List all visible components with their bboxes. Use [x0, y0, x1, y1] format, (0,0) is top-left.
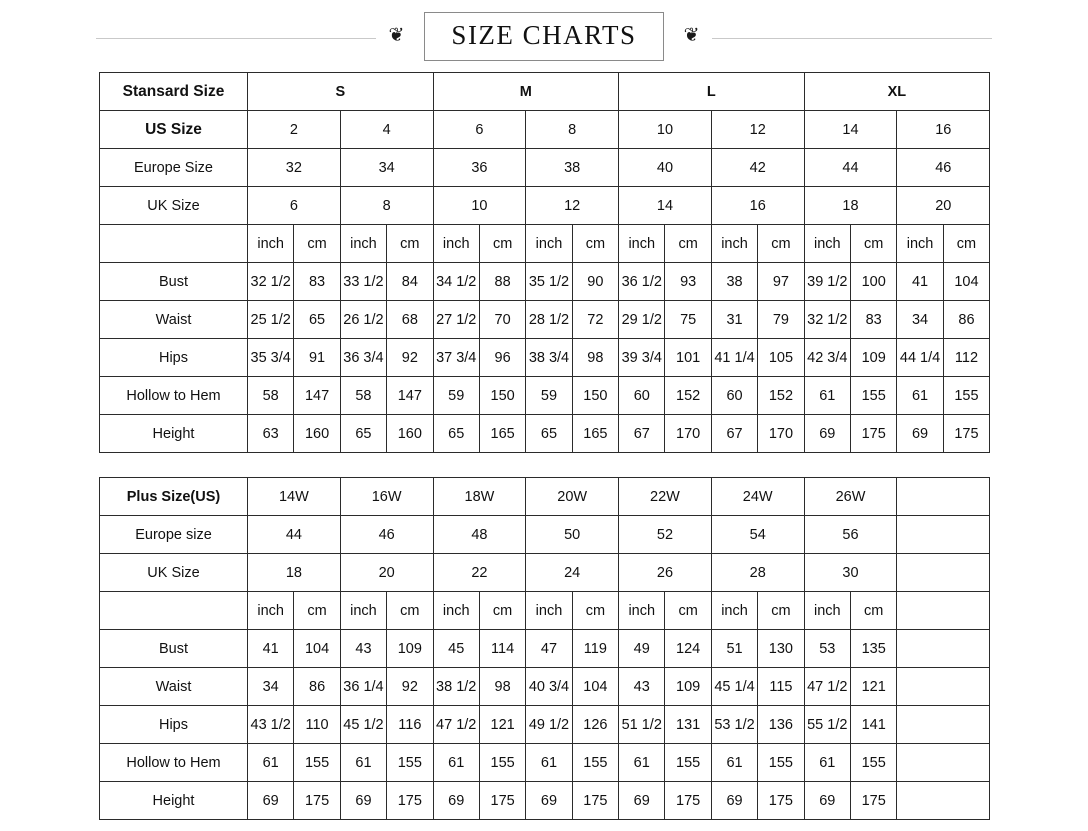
table-cell: 104 [294, 630, 340, 668]
table-cell: 34 [340, 149, 433, 187]
table-cell: 45 1/2 [340, 706, 386, 744]
unit-cell: inch [711, 225, 757, 263]
table-row [100, 377, 990, 415]
table-cell: 6 [248, 187, 341, 225]
unit-cell: cm [665, 225, 711, 263]
table-cell: 155 [294, 744, 340, 782]
table-cell: 69 [619, 782, 665, 820]
table-cell: 104 [572, 668, 618, 706]
table-cell: 65 [433, 415, 479, 453]
table-cell: 47 [526, 630, 572, 668]
unit-cell: inch [526, 592, 572, 630]
row-label-uk-size: UK Size [100, 187, 248, 225]
size-group-L: L [619, 73, 805, 111]
table-cell: 44 [804, 149, 897, 187]
table-cell: 55 1/2 [804, 706, 850, 744]
unit-cell: cm [387, 592, 433, 630]
table-cell: 40 [619, 149, 712, 187]
table-cell: 46 [897, 149, 990, 187]
table-cell: 61 [804, 744, 850, 782]
table-cell: 91 [294, 339, 340, 377]
unit-cell: cm [851, 225, 897, 263]
table-cell: 175 [479, 782, 525, 820]
table-cell: 175 [572, 782, 618, 820]
unit-cell: inch [248, 225, 294, 263]
plus-size-chart-wrap [0, 477, 1088, 820]
table-cell: 49 1/2 [526, 706, 572, 744]
row-label-hollow-to-hem: Hollow to Hem [100, 744, 248, 782]
table-cell: 47 1/2 [433, 706, 479, 744]
table-cell: 83 [851, 301, 897, 339]
table-cell: 65 [526, 415, 572, 453]
plus-size-24W: 24W [711, 478, 804, 516]
table-cell: 61 [433, 744, 479, 782]
table-row [100, 73, 990, 111]
header-rule-left [96, 38, 376, 39]
table-cell: 155 [479, 744, 525, 782]
table-row [100, 706, 990, 744]
table-cell: 136 [758, 706, 804, 744]
plus-size-18W: 18W [433, 478, 526, 516]
size-group-XL: XL [804, 73, 990, 111]
unit-row-blank [100, 592, 248, 630]
table-cell: 14 [619, 187, 712, 225]
unit-cell: inch [897, 225, 943, 263]
table-cell: 92 [387, 339, 433, 377]
table-cell: 49 [619, 630, 665, 668]
page-title: SIZE CHARTS [451, 19, 637, 50]
table-cell: 52 [619, 516, 712, 554]
table-row [100, 516, 990, 554]
table-cell: 83 [294, 263, 340, 301]
table-cell: 165 [572, 415, 618, 453]
table-cell: 33 1/2 [340, 263, 386, 301]
table-cell: 67 [711, 415, 757, 453]
table-row [100, 339, 990, 377]
unit-cell: inch [619, 592, 665, 630]
table-cell: 165 [479, 415, 525, 453]
table-cell: 39 3/4 [619, 339, 665, 377]
row-label-hips: Hips [100, 339, 248, 377]
table-cell: 41 [248, 630, 294, 668]
table-cell: 43 [619, 668, 665, 706]
table-cell: 14 [804, 111, 897, 149]
table-row [100, 478, 990, 516]
table-cell: 175 [758, 782, 804, 820]
plus-size-20W: 20W [526, 478, 619, 516]
table-cell: 110 [294, 706, 340, 744]
table-cell: 65 [294, 301, 340, 339]
header-rule-right [712, 38, 992, 39]
page-title-box [424, 12, 663, 61]
table-cell: 58 [340, 377, 386, 415]
table-cell: 155 [851, 377, 897, 415]
table-cell: 70 [479, 301, 525, 339]
table-cell: 10 [433, 187, 526, 225]
table-cell: 147 [294, 377, 340, 415]
table-cell: 130 [758, 630, 804, 668]
plus-size-14W: 14W [248, 478, 341, 516]
unit-cell: cm [758, 592, 804, 630]
unit-cell: inch [433, 592, 479, 630]
plus-tail-blank [897, 630, 990, 668]
table-cell: 45 [433, 630, 479, 668]
unit-cell: cm [479, 592, 525, 630]
table-cell: 98 [572, 339, 618, 377]
table-cell: 175 [850, 782, 896, 820]
table-cell: 45 1/4 [711, 668, 757, 706]
table-cell: 175 [665, 782, 711, 820]
table-cell: 38 [526, 149, 619, 187]
table-cell: 47 1/2 [804, 668, 850, 706]
table-cell: 53 [804, 630, 850, 668]
table-cell: 2 [248, 111, 341, 149]
table-cell: 69 [433, 782, 479, 820]
table-cell: 46 [340, 516, 433, 554]
table-cell: 30 [804, 554, 897, 592]
standard-corner-label: Stansard Size [100, 73, 248, 111]
table-cell: 124 [665, 630, 711, 668]
table-cell: 16 [897, 111, 990, 149]
table-cell: 135 [850, 630, 896, 668]
table-cell: 54 [711, 516, 804, 554]
table-cell: 44 [248, 516, 341, 554]
unit-cell: cm [294, 592, 340, 630]
table-cell: 155 [943, 377, 989, 415]
table-cell: 35 1/2 [526, 263, 572, 301]
ornament-left-icon: ❦ [388, 24, 405, 46]
table-cell: 69 [526, 782, 572, 820]
plus-tail-blank [897, 478, 990, 516]
table-cell: 69 [897, 415, 943, 453]
table-cell: 20 [897, 187, 990, 225]
table-cell: 152 [758, 377, 804, 415]
table-cell: 41 [897, 263, 943, 301]
table-row [100, 744, 990, 782]
table-cell: 16 [711, 187, 804, 225]
table-cell: 109 [665, 668, 711, 706]
table-cell: 147 [387, 377, 433, 415]
row-label-height: Height [100, 415, 248, 453]
table-cell: 8 [340, 187, 433, 225]
row-label-uk-size: UK Size [100, 554, 248, 592]
table-cell: 60 [619, 377, 665, 415]
table-cell: 84 [387, 263, 433, 301]
row-label-europe-size: Europe size [100, 516, 248, 554]
plus-tail-blank [897, 744, 990, 782]
table-cell: 24 [526, 554, 619, 592]
table-cell: 155 [665, 744, 711, 782]
table-cell: 90 [572, 263, 618, 301]
table-cell: 170 [665, 415, 711, 453]
table-cell: 155 [572, 744, 618, 782]
unit-cell: inch [804, 592, 850, 630]
table-cell: 69 [804, 782, 850, 820]
table-cell: 25 1/2 [248, 301, 294, 339]
table-cell: 104 [943, 263, 989, 301]
unit-cell: cm [665, 592, 711, 630]
unit-cell: cm [572, 225, 618, 263]
table-cell: 121 [479, 706, 525, 744]
table-cell: 28 1/2 [526, 301, 572, 339]
table-cell: 36 3/4 [340, 339, 386, 377]
table-cell: 72 [572, 301, 618, 339]
table-cell: 27 1/2 [433, 301, 479, 339]
table-cell: 51 1/2 [619, 706, 665, 744]
table-cell: 22 [433, 554, 526, 592]
table-cell: 29 1/2 [619, 301, 665, 339]
table-cell: 35 3/4 [248, 339, 294, 377]
plus-size-22W: 22W [619, 478, 712, 516]
table-cell: 155 [387, 744, 433, 782]
table-cell: 61 [340, 744, 386, 782]
table-cell: 115 [758, 668, 804, 706]
table-cell: 31 [711, 301, 757, 339]
table-row [100, 301, 990, 339]
plus-size-16W: 16W [340, 478, 433, 516]
plus-size-table [99, 477, 990, 820]
table-cell: 86 [294, 668, 340, 706]
table-cell: 42 3/4 [804, 339, 850, 377]
table-cell: 61 [248, 744, 294, 782]
unit-cell: inch [248, 592, 294, 630]
table-cell: 28 [711, 554, 804, 592]
plus-tail-blank [897, 516, 990, 554]
page-header [0, 0, 1088, 72]
table-cell: 105 [758, 339, 804, 377]
table-cell: 114 [479, 630, 525, 668]
table-cell: 152 [665, 377, 711, 415]
table-cell: 26 [619, 554, 712, 592]
row-label-waist: Waist [100, 301, 248, 339]
standard-size-chart-wrap [0, 72, 1088, 453]
table-cell: 88 [479, 263, 525, 301]
row-label-bust: Bust [100, 630, 248, 668]
table-cell: 98 [479, 668, 525, 706]
table-cell: 69 [248, 782, 294, 820]
table-cell: 126 [572, 706, 618, 744]
standard-size-table [99, 72, 990, 453]
unit-cell: cm [479, 225, 525, 263]
table-row [100, 263, 990, 301]
row-label-hollow-to-hem: Hollow to Hem [100, 377, 248, 415]
plus-tail-blank [897, 668, 990, 706]
table-cell: 68 [387, 301, 433, 339]
unit-cell: cm [758, 225, 804, 263]
table-cell: 18 [804, 187, 897, 225]
table-cell: 116 [387, 706, 433, 744]
unit-cell: inch [340, 592, 386, 630]
table-row [100, 592, 990, 630]
table-cell: 44 1/4 [897, 339, 943, 377]
table-cell: 160 [294, 415, 340, 453]
table-cell: 12 [711, 111, 804, 149]
table-row [100, 415, 990, 453]
table-cell: 97 [758, 263, 804, 301]
table-cell: 100 [851, 263, 897, 301]
row-label-us-size: US Size [100, 111, 248, 149]
table-cell: 119 [572, 630, 618, 668]
table-row [100, 187, 990, 225]
table-cell: 32 1/2 [248, 263, 294, 301]
table-cell: 69 [804, 415, 850, 453]
table-cell: 39 1/2 [804, 263, 850, 301]
table-cell: 20 [340, 554, 433, 592]
table-cell: 79 [758, 301, 804, 339]
ornament-right-icon: ❦ [683, 24, 700, 46]
table-cell: 170 [758, 415, 804, 453]
table-cell: 109 [387, 630, 433, 668]
table-cell: 175 [851, 415, 897, 453]
table-cell: 32 [248, 149, 341, 187]
table-cell: 121 [850, 668, 896, 706]
row-label-hips: Hips [100, 706, 248, 744]
row-label-europe-size: Europe Size [100, 149, 248, 187]
unit-cell: inch [804, 225, 850, 263]
table-cell: 69 [711, 782, 757, 820]
table-cell: 10 [619, 111, 712, 149]
unit-cell: inch [711, 592, 757, 630]
table-cell: 93 [665, 263, 711, 301]
table-cell: 175 [294, 782, 340, 820]
table-cell: 75 [665, 301, 711, 339]
table-row [100, 111, 990, 149]
table-cell: 8 [526, 111, 619, 149]
table-cell: 41 1/4 [711, 339, 757, 377]
table-cell: 61 [897, 377, 943, 415]
table-cell: 26 1/2 [340, 301, 386, 339]
table-cell: 36 1/2 [619, 263, 665, 301]
table-cell: 4 [340, 111, 433, 149]
table-cell: 61 [711, 744, 757, 782]
unit-cell: cm [294, 225, 340, 263]
table-cell: 36 [433, 149, 526, 187]
table-cell: 40 3/4 [526, 668, 572, 706]
chart-spacer [0, 453, 1088, 477]
table-row [100, 554, 990, 592]
table-cell: 92 [387, 668, 433, 706]
row-label-bust: Bust [100, 263, 248, 301]
plus-tail-blank [897, 782, 990, 820]
table-cell: 160 [387, 415, 433, 453]
plus-tail-blank [897, 554, 990, 592]
table-cell: 6 [433, 111, 526, 149]
unit-row-blank [100, 225, 248, 263]
table-cell: 61 [619, 744, 665, 782]
unit-cell: cm [943, 225, 989, 263]
table-cell: 43 1/2 [248, 706, 294, 744]
table-cell: 32 1/2 [804, 301, 850, 339]
table-cell: 18 [248, 554, 341, 592]
unit-cell: inch [526, 225, 572, 263]
table-cell: 60 [711, 377, 757, 415]
unit-cell: cm [850, 592, 896, 630]
table-cell: 50 [526, 516, 619, 554]
table-cell: 61 [526, 744, 572, 782]
table-cell: 63 [248, 415, 294, 453]
table-cell: 48 [433, 516, 526, 554]
table-cell: 38 3/4 [526, 339, 572, 377]
table-cell: 12 [526, 187, 619, 225]
unit-cell: cm [387, 225, 433, 263]
unit-cell: inch [340, 225, 386, 263]
table-cell: 43 [340, 630, 386, 668]
table-cell: 175 [943, 415, 989, 453]
size-group-M: M [433, 73, 619, 111]
table-cell: 86 [943, 301, 989, 339]
table-cell: 175 [387, 782, 433, 820]
size-group-S: S [248, 73, 434, 111]
row-label-height: Height [100, 782, 248, 820]
table-cell: 38 [711, 263, 757, 301]
table-cell: 53 1/2 [711, 706, 757, 744]
table-cell: 101 [665, 339, 711, 377]
table-cell: 59 [526, 377, 572, 415]
table-row [100, 225, 990, 263]
table-cell: 34 1/2 [433, 263, 479, 301]
plus-tail-blank [897, 706, 990, 744]
table-cell: 42 [711, 149, 804, 187]
table-cell: 37 3/4 [433, 339, 479, 377]
table-cell: 69 [340, 782, 386, 820]
table-cell: 150 [479, 377, 525, 415]
table-cell: 51 [711, 630, 757, 668]
table-cell: 34 [248, 668, 294, 706]
table-cell: 65 [340, 415, 386, 453]
table-row [100, 630, 990, 668]
table-cell: 141 [850, 706, 896, 744]
table-cell: 96 [479, 339, 525, 377]
table-cell: 59 [433, 377, 479, 415]
table-cell: 36 1/4 [340, 668, 386, 706]
table-cell: 67 [619, 415, 665, 453]
plus-tail-blank [897, 592, 990, 630]
table-cell: 58 [248, 377, 294, 415]
table-cell: 131 [665, 706, 711, 744]
unit-cell: inch [619, 225, 665, 263]
plus-corner-label: Plus Size(US) [100, 478, 248, 516]
table-cell: 155 [850, 744, 896, 782]
table-cell: 34 [897, 301, 943, 339]
unit-cell: cm [572, 592, 618, 630]
table-cell: 56 [804, 516, 897, 554]
table-cell: 109 [851, 339, 897, 377]
plus-size-26W: 26W [804, 478, 897, 516]
table-cell: 61 [804, 377, 850, 415]
table-cell: 112 [943, 339, 989, 377]
table-row [100, 782, 990, 820]
table-row [100, 149, 990, 187]
table-cell: 155 [758, 744, 804, 782]
table-cell: 38 1/2 [433, 668, 479, 706]
unit-cell: inch [433, 225, 479, 263]
table-row [100, 668, 990, 706]
table-cell: 150 [572, 377, 618, 415]
row-label-waist: Waist [100, 668, 248, 706]
